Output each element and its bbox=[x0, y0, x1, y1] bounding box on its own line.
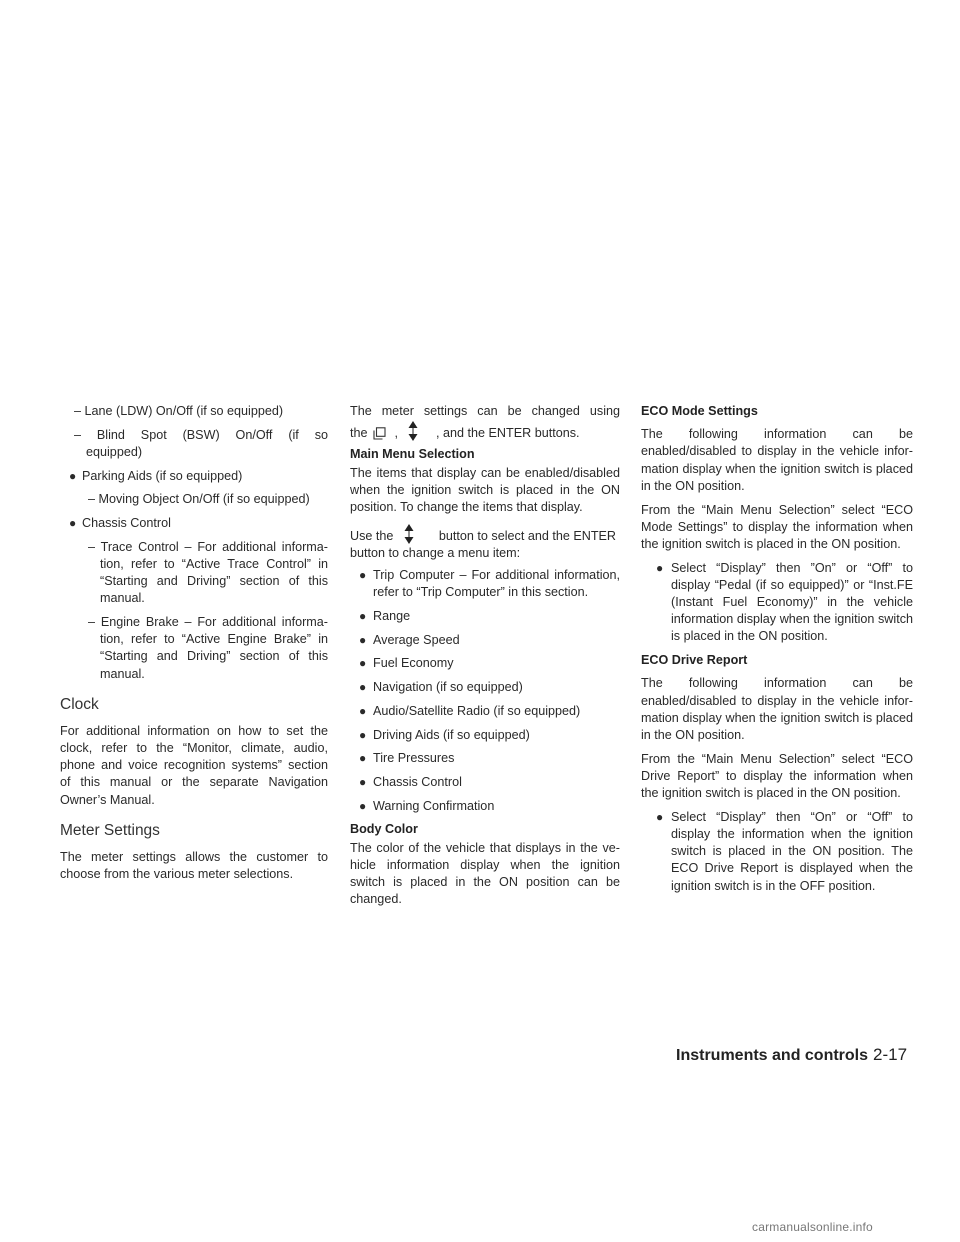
menu-item-warning-confirmation: ● Warning Confirmation bbox=[350, 798, 620, 815]
eco-report-bullet: ● Select “Display” then “On” or “Off” to display the information when the ignition switch is placed in the ON position. The ECO Drive Report is displayed when the ignition switch is in the OFF position. bbox=[656, 809, 913, 893]
column-middle bbox=[350, 403, 620, 915]
page-number: 2-17 bbox=[873, 1045, 908, 1064]
eco-mode-bullet: ● Select “Display” then ”On” or “Off” to display “Pedal (if so equipped)” or “Inst.FE (Instant Fuel Economy)” in the vehicle information display when the ignition switch is placed in the ON position. bbox=[656, 560, 913, 644]
up-down-arrow-icon bbox=[403, 523, 415, 545]
bullet-icon: ● bbox=[359, 798, 367, 813]
menu-item-average-speed: ● Average Speed bbox=[350, 632, 620, 649]
heading-eco-drive-report: ECO Drive Report bbox=[641, 653, 748, 668]
bullet-icon: ● bbox=[359, 703, 367, 718]
eco-mode-paragraph: The following information can be enabled/disabled to display in the vehicle infor- mation display when the ignition switch is placed in the ON position. bbox=[641, 427, 913, 493]
heading-meter-settings: Meter Settings bbox=[60, 821, 160, 839]
menu-item-tire-pressures: ● Tire Pressures bbox=[350, 750, 620, 767]
footer-section-title: Instruments and controls bbox=[676, 1047, 869, 1064]
bullet-icon: ● bbox=[69, 516, 77, 531]
list-item-lane: – Lane (LDW) On/Off (if so equipped) bbox=[74, 404, 284, 418]
menu-item-driving-aids: ● Driving Aids (if so equipped) bbox=[350, 727, 620, 744]
heading-main-menu-selection: Main Menu Selection bbox=[350, 447, 475, 462]
bullet-icon: ● bbox=[656, 809, 664, 824]
bullet-icon: ● bbox=[656, 560, 664, 575]
menu-item-navigation: ● Navigation (if so equipped) bbox=[350, 679, 620, 696]
menu-item-trip-computer: ● Trip Computer – For additional information, refer to “Trip Computer” in this section. bbox=[359, 568, 620, 600]
main-menu-paragraph: The items that display can be enabled/disabled when the ignition switch is placed in the ON position. To change the items that display. bbox=[350, 465, 620, 515]
bullet-icon: ● bbox=[359, 751, 367, 766]
heading-eco-mode-settings: ECO Mode Settings bbox=[641, 404, 758, 418]
bullet-icon: ● bbox=[359, 609, 367, 624]
bullet-icon: ● bbox=[359, 774, 367, 789]
column-left bbox=[60, 403, 328, 890]
list-item-engine-brake: – Engine Brake – For additional informa- tion, refer to “Active Engine Brake” in “Starting and Driving” section of this manual. bbox=[88, 615, 328, 681]
menu-item-audio: ● Audio/Satellite Radio (if so equipped) bbox=[350, 703, 620, 720]
watermark: carmanualsonline.info bbox=[752, 1220, 873, 1234]
bullet-parking-aids: ● Parking Aids (if so equipped) bbox=[60, 468, 328, 485]
menu-item-range: ● Range bbox=[350, 608, 620, 625]
meter-intro-paragraph: The meter settings can be changed using bbox=[350, 404, 620, 418]
body-color-paragraph: The color of the vehicle that displays in the ve- hicle information display when the ignition switch is placed in the ON position can be changed. bbox=[350, 840, 620, 907]
column-right bbox=[641, 403, 913, 901]
heading-body-color: Body Color bbox=[350, 822, 418, 837]
use-the-line: Use the button to select and the ENTER button to change a menu item: bbox=[350, 523, 620, 562]
meter-intro-buttons: the , , and the ENTER buttons. bbox=[350, 420, 620, 442]
heading-clock: Clock bbox=[60, 695, 99, 713]
menu-item-chassis-control: ● Chassis Control bbox=[350, 774, 620, 791]
menu-button-icon bbox=[373, 427, 386, 440]
list-item-blind-spot-cont: equipped) bbox=[86, 444, 143, 459]
list-item-blind-spot: – Blind Spot (BSW) On/Off (if so bbox=[74, 427, 328, 442]
list-item-moving-object: – Moving Object On/Off (if so equipped) bbox=[88, 492, 310, 507]
bullet-icon: ● bbox=[69, 468, 77, 483]
bullet-chassis-control: ● Chassis Control bbox=[60, 515, 328, 532]
eco-report-paragraph: The following information can be enabled/disabled to display in the vehicle infor- mation display when the ignition switch is placed in the ON position. bbox=[641, 676, 913, 742]
bullet-icon: ● bbox=[359, 656, 367, 671]
clock-paragraph: For additional information on how to set the clock, refer to the “Monitor, climate, audio, phone and voice recognition systems” section of this manual or the separate Navigation Owner’s Manual. bbox=[60, 723, 328, 807]
page-footer bbox=[676, 1046, 916, 1064]
up-down-arrow-icon bbox=[407, 420, 419, 442]
bullet-icon: ● bbox=[359, 727, 367, 742]
bullet-icon: ● bbox=[359, 568, 367, 583]
list-item-trace-control: – Trace Control – For additional informa- tion, refer to “Active Trace Control” in “Starting and Driving” section of this manual. bbox=[88, 539, 328, 606]
bullet-icon: ● bbox=[359, 632, 367, 647]
meter-settings-paragraph: The meter settings allows the customer to choose from the various meter selections. bbox=[60, 849, 328, 882]
bullet-icon: ● bbox=[359, 680, 367, 695]
eco-mode-from-paragraph: From the “Main Menu Selection” select “ECO Mode Settings” to display the information when the ignition switch is placed in the ON position. bbox=[641, 502, 913, 551]
eco-report-from-paragraph: From the “Main Menu Selection” select “ECO Drive Report” to display the information when the ignition switch is placed in the ON position. bbox=[641, 751, 913, 801]
menu-item-fuel-economy: ● Fuel Economy bbox=[350, 655, 620, 672]
